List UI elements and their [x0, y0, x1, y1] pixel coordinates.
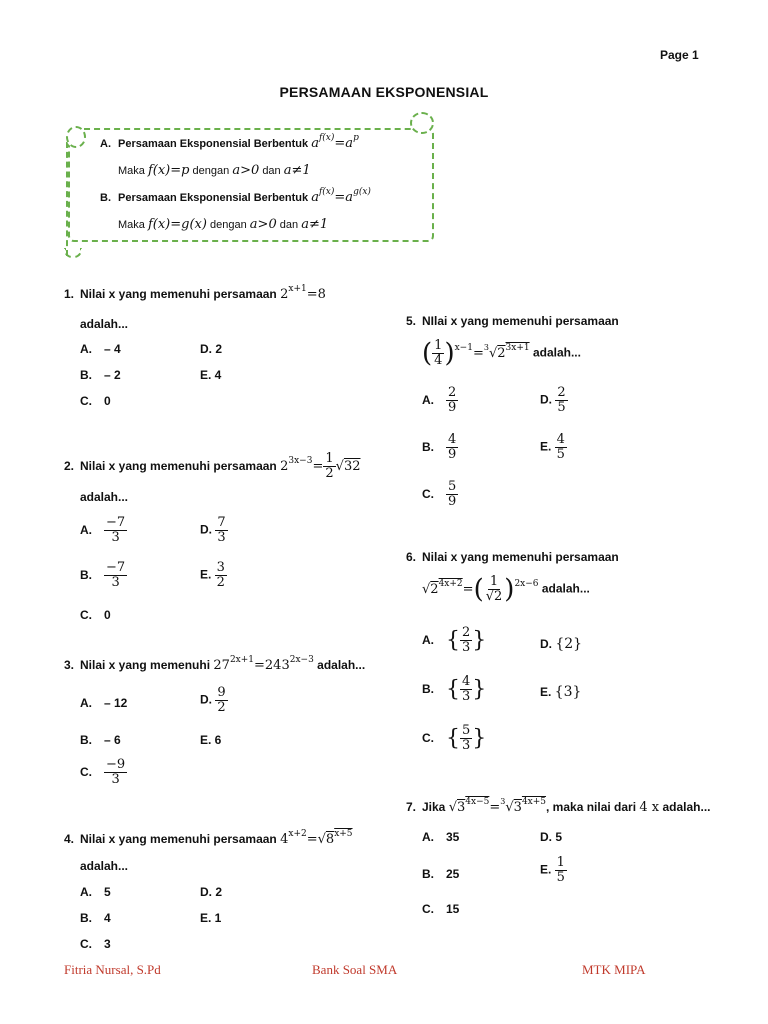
- q7-option-b[interactable]: B. 25: [422, 867, 460, 881]
- q5-option-c[interactable]: C. $\frac{5}{9}$: [422, 479, 457, 509]
- q6-option-b[interactable]: B. { $\frac{4}{3}$ }: [422, 674, 487, 704]
- question-2: 2. Nilai x yang memenuhi persamaan $2^{3x-3}=$ $\frac{1}{2}$ √32: [64, 451, 361, 481]
- question-7: 7. Jika $√3^{4x-5}=^3√3^{4x+5}$, maka nilai dari 4 x adalah...: [406, 797, 711, 815]
- q1-option-a[interactable]: A. – 4: [80, 342, 121, 356]
- question-6: 6. Nilai x yang memenuhi persamaan: [406, 550, 619, 564]
- q4-option-b[interactable]: B. 4: [80, 911, 111, 925]
- q7-option-a[interactable]: A. 35: [422, 830, 460, 844]
- definition-a: A. Persamaan Eksponensial Berbentuk $a^{f(x)}=a^p$: [100, 133, 359, 151]
- q4-option-e[interactable]: E. 1: [200, 911, 222, 925]
- definition-b-condition: Maka f(x)=g(x) dengan a>0 dan a≠1: [118, 217, 329, 232]
- equation-6: $√2^{4x+2}=$( $\frac{1}{√2}$ )$^{2x-6}$: [422, 573, 539, 604]
- q1-option-b[interactable]: B. – 2: [80, 368, 121, 382]
- q1-option-d[interactable]: D. 2: [200, 342, 223, 356]
- q2-option-e[interactable]: E. $\frac{3}{2}$: [200, 560, 225, 590]
- q3-option-a[interactable]: A. – 12: [80, 696, 128, 710]
- page-number: Page 1: [660, 48, 699, 62]
- footer-author: Fitria Nursal, S.Pd: [64, 962, 161, 977]
- q2-option-d[interactable]: D. $\frac{7}{3}$: [200, 515, 226, 545]
- definition-a-condition: Maka f(x)=p dengan a>0 dan a≠1: [118, 163, 311, 178]
- question-4-tail: adalah...: [80, 859, 129, 873]
- q7-option-e[interactable]: E. $\frac{1}{5}$: [540, 855, 565, 885]
- equation-5: ( $\frac{1}{4}$ )$^{x-1}=^3√2^{3x+1}$: [422, 337, 530, 368]
- definition-b: B. Persamaan Eksponensial Berbentuk $a^{f(x)}=a^{g(x)}$: [100, 187, 371, 205]
- equation-5-row: ( $\frac{1}{4}$ )$^{x-1}=^3√2^{3x+1}$ adalah...: [422, 337, 581, 368]
- q1-option-c[interactable]: C. 0: [80, 394, 111, 408]
- scroll-curl-icon: [66, 126, 86, 148]
- formula-a: $a^{f(x)}=a^p$: [311, 133, 359, 151]
- q2-option-c[interactable]: C. 0: [80, 608, 111, 622]
- q3-option-d[interactable]: D. $\frac{9}{2}$: [200, 685, 226, 715]
- q7-option-c[interactable]: C. 15: [422, 902, 460, 916]
- q3-option-c[interactable]: C. $\frac{-9}{3}$: [80, 757, 126, 787]
- q5-option-a[interactable]: A. $\frac{2}{9}$: [422, 385, 457, 415]
- question-3: 3. Nilai x yang memenuhi $27^{2x+1}=243^{2x-3}$ adalah...: [64, 655, 366, 673]
- q6-option-c[interactable]: C. { $\frac{5}{3}$ }: [422, 723, 487, 753]
- scroll-leg-decoration: [66, 142, 68, 256]
- q3-option-e[interactable]: E. 6: [200, 733, 222, 747]
- question-4: 4. Nilai x yang memenuhi persamaan $4^{x+2}=√8^{x+5}$: [64, 829, 353, 847]
- question-2-tail: adalah...: [80, 490, 129, 504]
- footer-title: Bank Soal SMA: [312, 962, 398, 977]
- q6-option-d[interactable]: D. {2}: [540, 636, 583, 652]
- q7-option-d[interactable]: D. 5: [540, 830, 563, 844]
- equation-1: $2^{x+1}=8$: [280, 284, 326, 302]
- question-1: 1. Nilai x yang memenuhi persamaan $2^{x+1}=8$: [64, 284, 326, 302]
- q6-option-a[interactable]: A. { $\frac{2}{3}$ }: [422, 625, 487, 655]
- q2-option-b[interactable]: B. $\frac{-7}{3}$: [80, 560, 126, 590]
- q5-option-b[interactable]: B. $\frac{4}{9}$: [422, 432, 457, 462]
- equation-7: $√3^{4x-5}=^3√3^{4x+5}$: [448, 797, 547, 815]
- q6-option-e[interactable]: E. {3}: [540, 684, 582, 700]
- page-title: PERSAMAAN EKSPONENSIAL: [279, 84, 489, 100]
- q4-option-a[interactable]: A. 5: [80, 885, 111, 899]
- q4-option-d[interactable]: D. 2: [200, 885, 223, 899]
- question-1-tail: adalah...: [80, 317, 129, 331]
- q1-option-e[interactable]: E. 4: [200, 368, 222, 382]
- q5-option-e[interactable]: E. $\frac{4}{5}$: [540, 432, 565, 462]
- q4-option-c[interactable]: C. 3: [80, 937, 111, 951]
- q5-option-d[interactable]: D. $\frac{2}{5}$: [540, 385, 566, 415]
- equation-6-row: $√2^{4x+2}=$( $\frac{1}{√2}$ )$^{2x-6}$ adalah...: [422, 573, 590, 604]
- scroll-foot-decoration: [64, 248, 82, 258]
- scroll-curl-icon: [410, 112, 434, 134]
- equation-3: $27^{2x+1}=243^{2x-3}$: [213, 655, 314, 673]
- footer-subject: MTK MIPA: [582, 962, 646, 977]
- equation-4: $4^{x+2}=√8^{x+5}$: [280, 829, 353, 847]
- question-5: 5. NIlai x yang memenuhi persamaan: [406, 314, 619, 328]
- q2-option-a[interactable]: A. $\frac{-7}{3}$: [80, 515, 126, 545]
- formula-b: $a^{f(x)}=a^{g(x)}$: [311, 187, 371, 205]
- q3-option-b[interactable]: B. – 6: [80, 733, 121, 747]
- equation-2: $2^{3x-3}=$ $\frac{1}{2}$ √32: [280, 451, 361, 481]
